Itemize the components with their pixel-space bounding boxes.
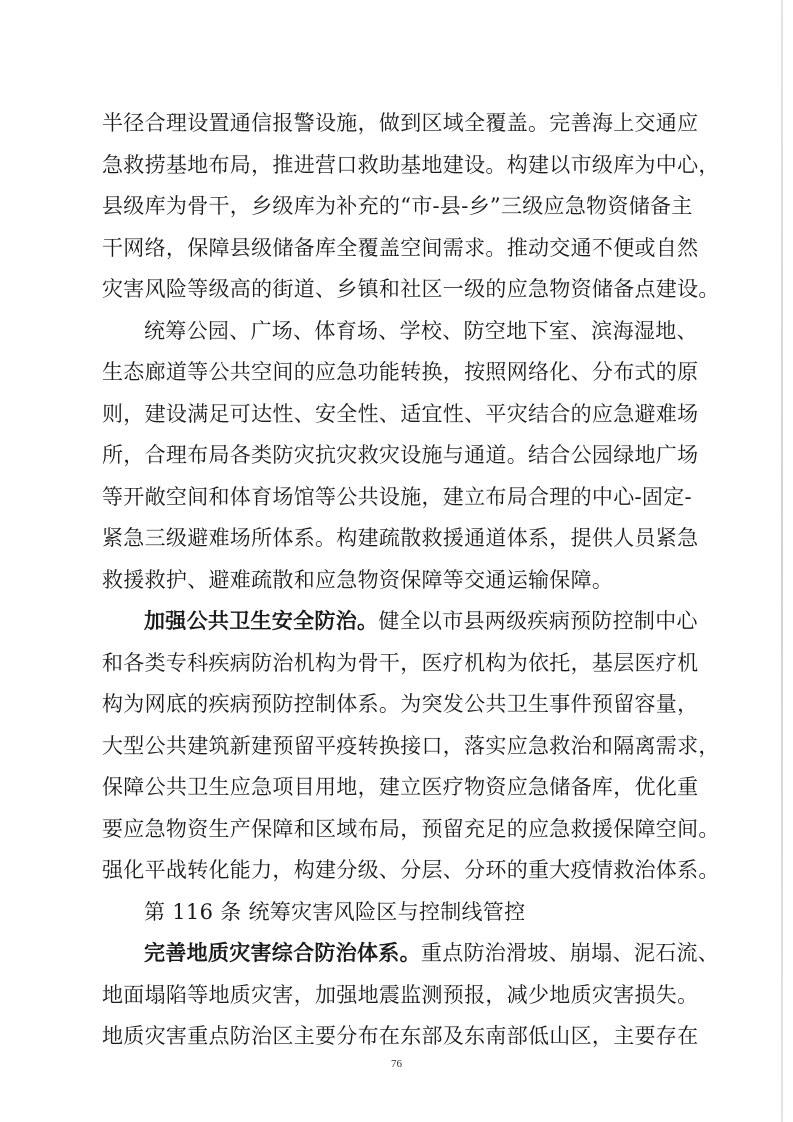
text-line: 地面塌陷等地质灾害，加强地震监测预报，减少地质灾害损失。: [102, 982, 699, 1007]
text-line: 县级库为骨干，乡级库为补充的“市-县-乡”三级应急物资储备主: [102, 194, 693, 218]
text-line: 和各类专科疾病防治机构为骨干，医疗机构为依托，基层医疗机: [102, 650, 699, 675]
text-line: 干网络，保障县级储备库全覆盖空间需求。推动交通不便或自然: [102, 235, 699, 260]
paragraph-lead-text: 健全以市县两级疾病预防控制中心: [378, 609, 698, 633]
text-line: 等开敞空间和体育场馆等公共设施，建立布局合理的中心-固定-: [102, 484, 692, 509]
page-number: 76: [391, 1058, 402, 1070]
text-line: 大型公共建筑新建预留平疫转换接口，落实应急救治和隔离需求，: [102, 733, 720, 758]
text-line: 强化平战转化能力，构建分级、分层、分环的重大疫情救治体系。: [102, 858, 720, 882]
paragraph-lead-heading: 完善地质灾害综合防治体系。: [144, 941, 421, 965]
text-line: 紧急三级避难场所体系。构建疏散救援通道体系，提供人员紧急: [102, 526, 699, 550]
paragraph-lead-text: 重点防治滑坡、崩塌、泥石流、: [420, 941, 720, 965]
body-text: [102, 103, 720, 1058]
paragraph-start-line: [102, 601, 698, 643]
text-line: 救援救护、避难疏散和应急物资保障等交通运输保障。: [102, 567, 614, 592]
article-heading: 第 116 条 统筹灾害风险区与控制线管控: [144, 899, 526, 924]
text-line: 所，合理布局各类防灾抗灾救灾设施与通道。结合公园绿地广场: [102, 443, 699, 467]
text-line: 地质灾害重点防治区主要分布在东部及东南部低山区，主要存在: [102, 1024, 699, 1048]
text-line: 灾害风险等级高的街道、乡镇和社区一级的应急物资储备点建设。: [102, 277, 720, 301]
text-line: 半径合理设置通信报警设施，做到区域全覆盖。完善海上交通应: [102, 111, 699, 135]
text-line: 生态廊道等公共空间的应急功能转换，按照网络化、分布式的原: [102, 360, 699, 384]
paragraph-start-line: [102, 933, 720, 975]
text-line: 构为网底的疾病预防控制体系。为突发公共卫生事件预留容量，: [102, 692, 699, 716]
text-line: 则，建设满足可达性、安全性、适宜性、平灾结合的应急避难场: [102, 401, 699, 426]
text-line: 要应急物资生产保障和区域布局，预留充足的应急救援保障空间。: [102, 816, 720, 841]
text-line: 保障公共卫生应急项目用地，建立医疗物资应急储备库，优化重: [102, 775, 699, 799]
paragraph-start-line: 统筹公园、广场、体育场、学校、防空地下室、滨海湿地、: [144, 318, 698, 343]
scan-edge-shadow: [781, 0, 783, 1122]
text-line: 急救捞基地布局，推进营口救助基地建设。构建以市级库为中心，: [102, 152, 720, 177]
paragraph-lead-heading: 加强公共卫生安全防治。: [144, 609, 379, 633]
